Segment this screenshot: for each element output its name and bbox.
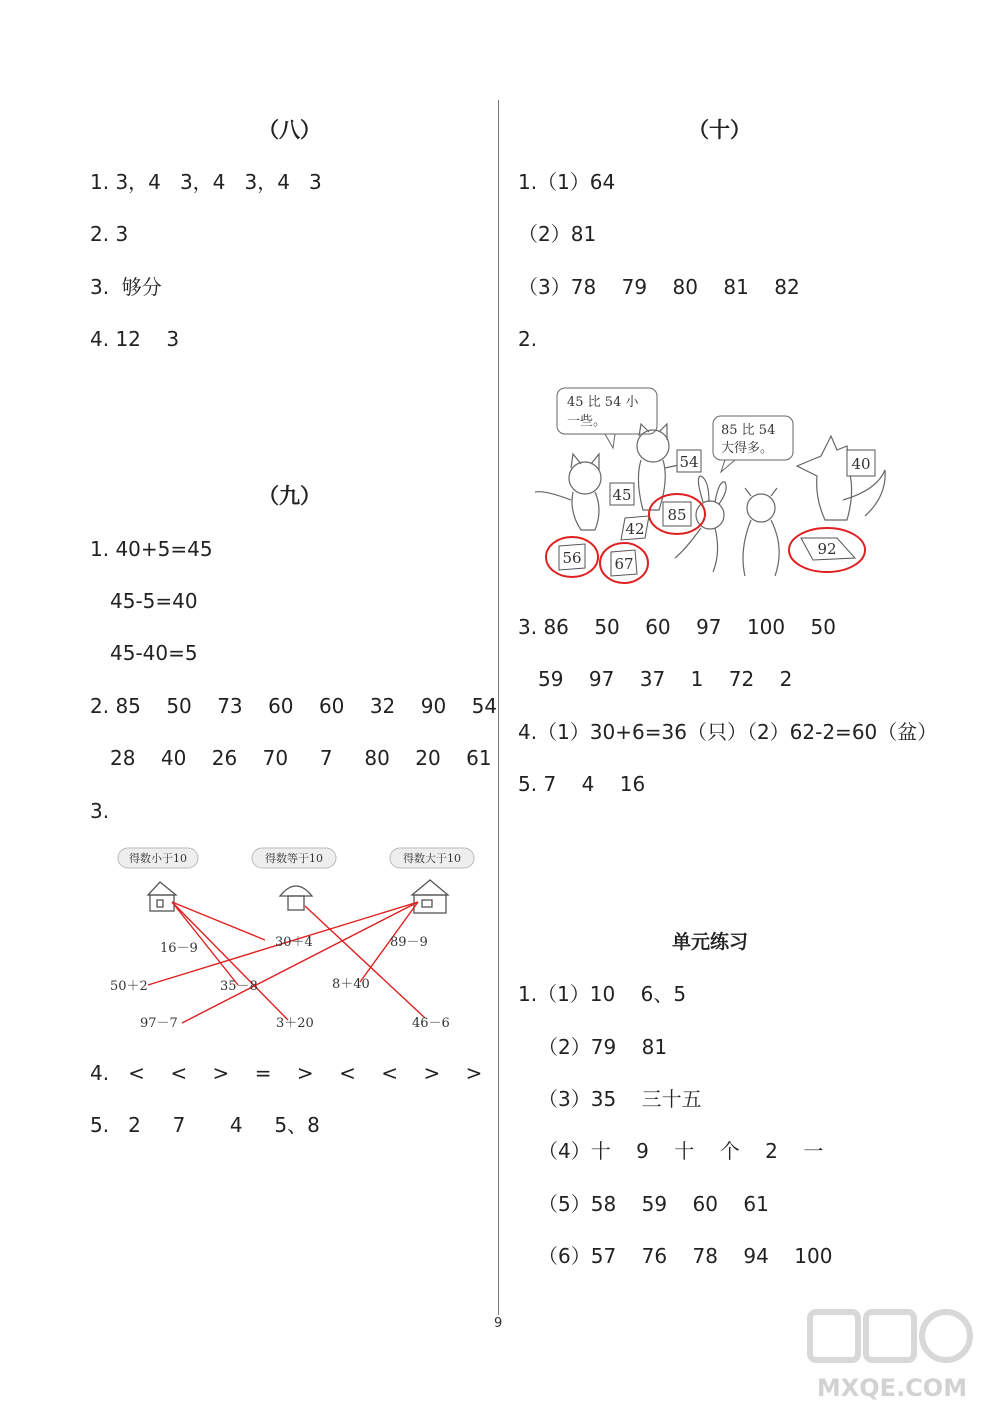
- expr-97-7: 97－7: [140, 1016, 178, 1031]
- fox-icon: [797, 436, 885, 520]
- unit-answer-5: （5）58 59 60 61: [538, 1192, 769, 1216]
- unit-answer-4: （4）十 9 十 个 2 一: [538, 1139, 824, 1163]
- card-56: 56: [562, 549, 582, 567]
- s9-answer-2b: 28 40 26 70 7 80 20 61: [110, 746, 492, 770]
- cat-1-icon: [535, 454, 601, 530]
- expr-16-9: 16－9: [160, 941, 198, 956]
- expr-89-9: 89－9: [390, 935, 428, 950]
- label-big-text: 得数大于10: [403, 852, 461, 865]
- label-tag-equal: [252, 848, 336, 868]
- s8-answer-1: 1. 3，4 3，4 3，4 3: [90, 170, 322, 194]
- expr-46-6: 46－6: [412, 1016, 450, 1031]
- s10-answer-4: 4.（1）30+6=36（只）（2）62-2=60（盆）: [518, 720, 938, 744]
- section-9-heading: （九）: [258, 484, 321, 508]
- s10-answer-2: 2.: [518, 327, 538, 351]
- card-85: 85: [667, 506, 687, 524]
- s9-answer-1a: 1. 40+5=45: [90, 537, 213, 561]
- s8-answer-3: 3. 够分: [90, 275, 162, 299]
- section-8-heading: （八）: [258, 118, 321, 142]
- s10-answer-1c: （3）78 79 80 81 82: [518, 275, 800, 299]
- expr-50-2: 50＋2: [110, 979, 148, 994]
- matching-figure: [100, 840, 490, 1040]
- expr-30-4: 30＋4: [275, 935, 313, 950]
- s9-answer-2a: 2. 85 50 73 60 60 32 90 54: [90, 694, 498, 718]
- column-divider: [498, 100, 499, 1315]
- watermark-logo: [802, 1306, 982, 1406]
- s9-answer-3: 3.: [90, 799, 110, 823]
- house-small-icon: [148, 882, 176, 911]
- unit-answer-1: 1.（1）10 6、5: [518, 982, 687, 1006]
- watermark-text: MXQE.COM: [816, 1374, 968, 1402]
- bubble-2-line-1: 85 比 54: [721, 423, 776, 438]
- s9-answer-1c: 45-40=5: [110, 641, 198, 665]
- expr-3-20: 3＋20: [276, 1016, 314, 1031]
- label-tag-small: [118, 848, 198, 868]
- unit-practice-heading: 单元练习: [672, 931, 749, 953]
- card-40: 40: [851, 455, 871, 473]
- label-small-text: 得数小于10: [129, 852, 187, 865]
- animals-figure: [525, 380, 895, 590]
- card-42: 42: [625, 520, 645, 538]
- s10-answer-1: 1.（1）64: [518, 170, 616, 194]
- house-big-icon: [412, 880, 448, 913]
- card-54: 54: [679, 453, 699, 471]
- page-number: 9: [494, 1316, 503, 1331]
- s9-answer-5: 5. 2 7 4 5、8: [90, 1113, 320, 1137]
- speech-bubble-1: [557, 388, 657, 448]
- unit-answer-3: （3）35 三十五: [538, 1087, 702, 1111]
- match-lines: [148, 902, 425, 1023]
- s8-answer-4: 4. 12 3: [90, 327, 180, 351]
- expr-35-8: 35－8: [220, 979, 258, 994]
- s10-answer-5: 5. 7 4 16: [518, 772, 646, 796]
- card-45: 45: [612, 486, 632, 504]
- s9-answer-4: 4. < < > = > < < > >: [90, 1061, 483, 1085]
- s10-answer-3a: 3. 86 50 60 97 100 50: [518, 615, 837, 639]
- unit-answer-6: （6）57 76 78 94 100: [538, 1244, 833, 1268]
- s9-answer-1b: 45-5=40: [110, 589, 198, 613]
- speech-bubble-2: [713, 416, 793, 472]
- section-10-heading: （十）: [688, 118, 751, 142]
- card-92: 92: [817, 540, 837, 558]
- s8-answer-2: 2. 3: [90, 222, 129, 246]
- bubble-1-line-2: 一些。: [567, 414, 607, 429]
- expr-8-40: 8＋40: [332, 977, 370, 992]
- s10-answer-1b: （2）81: [518, 222, 597, 246]
- goat-icon: [743, 488, 779, 576]
- label-tag-big: [390, 848, 474, 868]
- s10-answer-3b: 59 97 37 1 72 2: [538, 667, 793, 691]
- card-67: 67: [614, 555, 634, 573]
- unit-answer-2: （2）79 81: [538, 1035, 668, 1059]
- bubble-2-line-2: 大得多。: [721, 441, 774, 456]
- mushroom-house-icon: [280, 886, 312, 910]
- bubble-1-line-1: 45 比 54 小: [567, 395, 639, 410]
- label-equal-text: 得数等于10: [265, 852, 323, 865]
